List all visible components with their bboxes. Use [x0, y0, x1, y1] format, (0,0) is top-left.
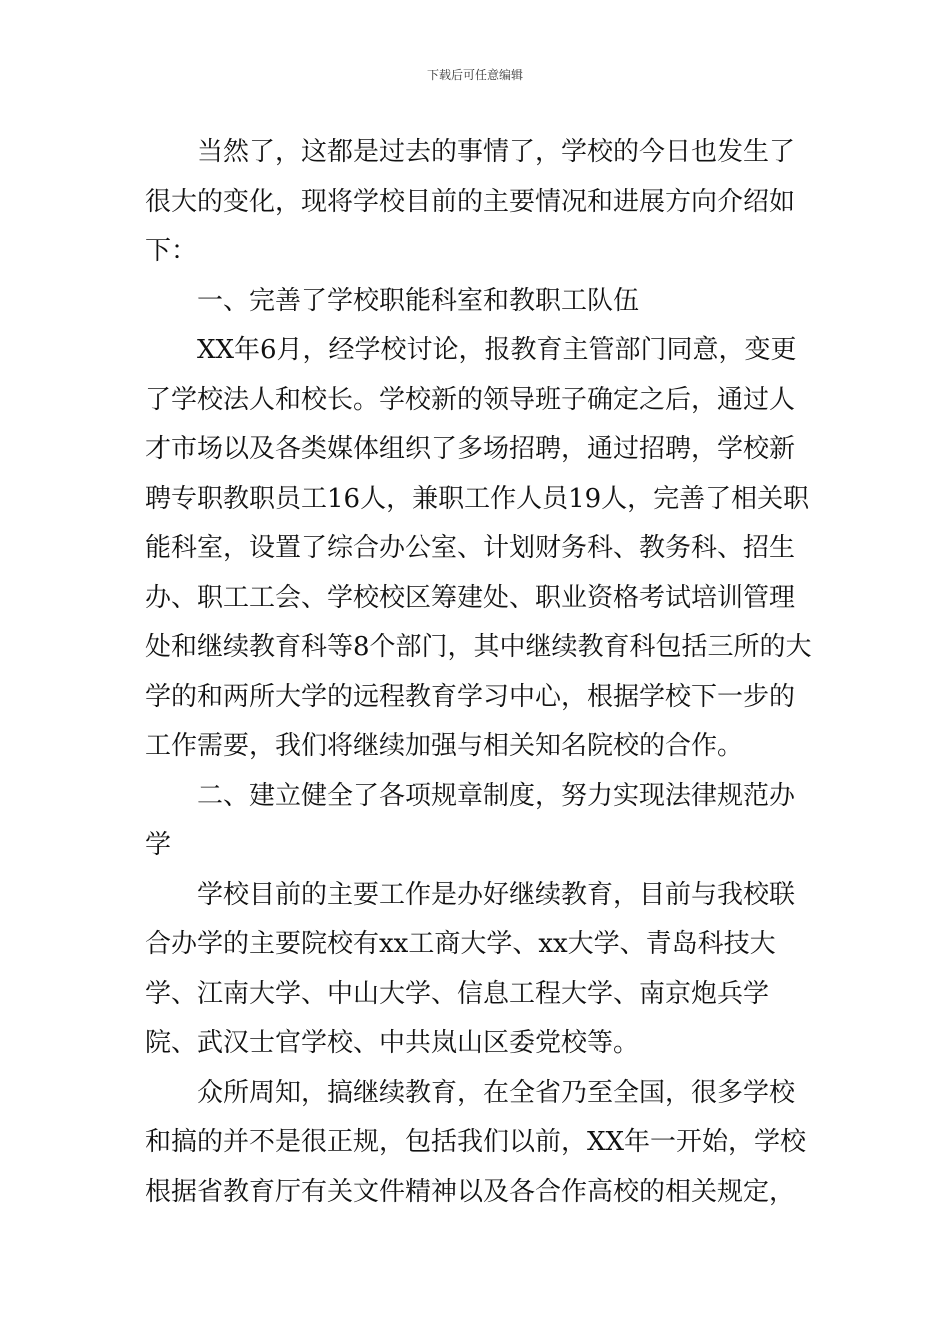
paragraph-partners: 学校目前的主要工作是办好继续教育，目前与我校联合办学的主要院校有xx工商大学、xx大学、青岛科技大学、江南大学、中山大学、信息工程大学、南京炮兵学院、武汉士官学校、中共岚山区委党校等。 — [145, 879, 796, 1058]
paragraph-staff: XX年6月，经学校讨论，报教育主管部门同意，变更了学校法人和校长。学校新的领导班子确定之后，通过人才市场以及各类媒体组织了多场招聘，通过招聘，学校新聘专职教职员工16人，兼职工作人员19人，完善了相关职能科室，设置了综合办公室、计划财务科、教务科、招生办、职工工会、学校校区筹建处、职业资格考试培训管理处和继续教育科等8个部门，其中继续教育科包括三所的大学的和两所大学的远程教育学习中心，根据学校下一步的工作需要，我们将继续加强与相关知名院校的合作。 — [145, 335, 812, 761]
section-heading-1: 一、完善了学校职能科室和教职工队伍 — [197, 285, 640, 316]
document-body — [145, 128, 817, 1217]
section-heading-2: 二、建立健全了各项规章制度，努力实现法律规范办学 — [145, 780, 796, 860]
page-header: 下载后可任意编辑 — [426, 68, 523, 82]
paragraph-intro: 当然了，这都是过去的事情了，学校的今日也发生了很大的变化，现将学校目前的主要情况和进展方向介绍如下： — [145, 137, 796, 266]
paragraph-regulation: 众所周知，搞继续教育，在全省乃至全国，很多学校和搞的并不是很正规，包括我们以前，XX年一开始，学校根据省教育厅有关文件精神以及各合作高校的相关规定， — [145, 1077, 807, 1207]
